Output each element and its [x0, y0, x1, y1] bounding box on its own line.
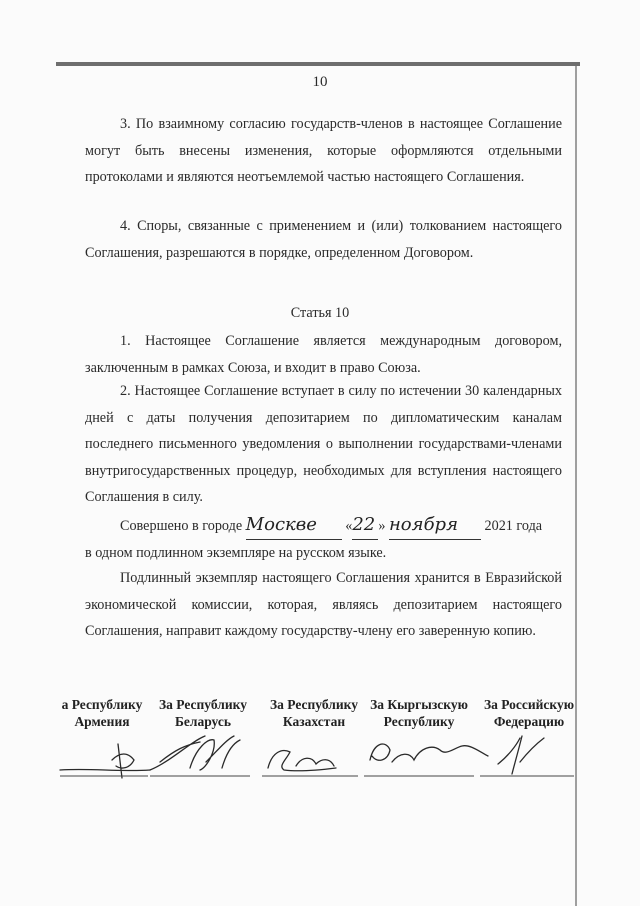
done-month: ноября: [389, 512, 481, 540]
done-day: 22: [352, 512, 378, 540]
done-line2: в одном подлинном экземпляре на русском языке.: [85, 544, 387, 561]
paragraph-3-text: 3. По взаимному согласию государств-членов в настоящее Соглашение могут быть внесены изменения, которые оформляются отдельными протоколами и являются неотъемлемой частью настоящего Соглашения.: [85, 116, 562, 185]
signature-kazakhstan: [268, 751, 336, 771]
done-statement: Совершено в городе Москве «22 » ноября 2021 года в одном подлинном экземпляре на русском языке.: [85, 514, 543, 561]
original-copy-text: Подлинный экземпляр настоящего Соглашения хранится в Евразийской экономической комиссии, которая, являясь депозитарием настоящего Соглашения, направит каждому государству-члену его заверенную копию.: [85, 570, 562, 639]
signatory-belarus-line1: За Республику: [159, 697, 247, 712]
signature-belarus: [150, 736, 240, 770]
article-paragraph-1-text: 1. Настоящее Соглашение является международным договором, заключенным в рамках Союза, и входит в право Союза.: [85, 333, 562, 376]
signatory-armenia-line1: а Республику: [61, 697, 143, 712]
signatory-kyrgyzstan-line1: За Кыргызскую: [370, 697, 468, 712]
signatory-kazakhstan-line1: За Республику: [270, 697, 358, 712]
signatory-russia-line2: Федерацию: [493, 714, 565, 729]
signatory-armenia-line2: Армения: [74, 714, 130, 729]
article-paragraph-2-text: 2. Настоящее Соглашение вступает в силу по истечении 30 календарных дней с даты получения депозитарием по дипломатическим каналам последнего письменного уведомления о выполнении государствами-членами внутригосударственных процедур, необходимых для вступления настоящего Соглашения в силу.: [85, 383, 562, 505]
signature-russia: [498, 736, 544, 774]
done-prefix: Совершено в городе: [120, 518, 243, 534]
signatory-kyrgyzstan-line2: Республику: [383, 714, 455, 729]
done-year: 2021 года: [484, 518, 543, 534]
signatory-kazakhstan-line2: Казахстан: [282, 714, 346, 729]
article-heading: Статья 10: [290, 305, 350, 321]
done-city: Москве: [246, 512, 342, 540]
signatory-belarus-line2: Беларусь: [174, 714, 232, 729]
paragraph-4-text: 4. Споры, связанные с применением и (или) толкованием настоящего Соглашения, разрешаются в порядке, определенном Договором.: [85, 218, 562, 261]
signatory-russia-line1: За Российскую: [483, 697, 575, 712]
signature-armenia: [60, 744, 150, 778]
signature-kyrgyzstan: [370, 744, 488, 762]
page-number: 10: [312, 74, 328, 90]
